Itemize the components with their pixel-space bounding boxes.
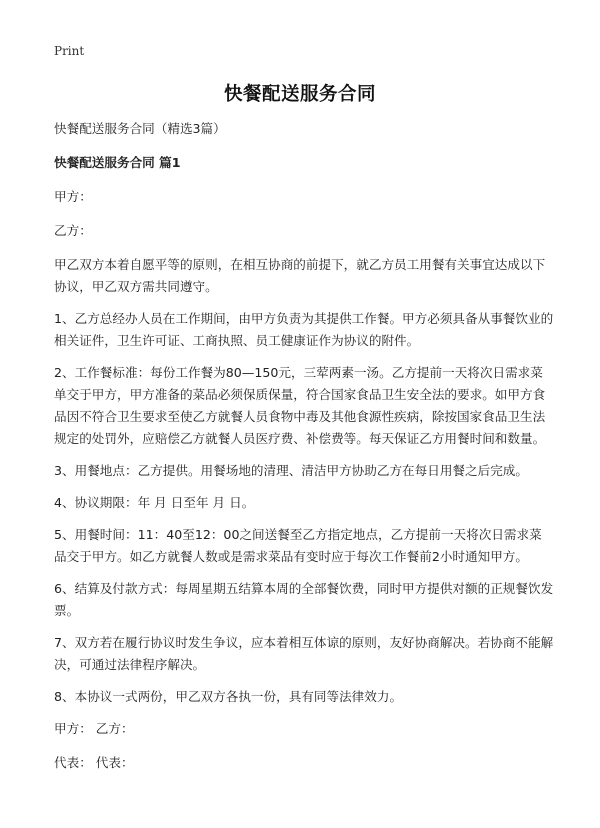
section-heading: 快餐配送服务合同 篇1 bbox=[54, 155, 181, 170]
intro-paragraph: 甲乙双方本着自愿平等的原则，在相互协商的前提下，就乙方员工用餐有关事宜达成以下协议，甲乙双方需共同遵守。 bbox=[54, 257, 546, 294]
party-b-line: 乙方： bbox=[54, 223, 92, 238]
clause-1: 1、乙方总经办人员在工作期间，由甲方负责为其提供工作餐。甲方必须具备从事餐饮业的相关证件，卫生许可证、工商执照、员工健康证作为协议的附件。 bbox=[54, 311, 554, 348]
clause-4: 4、协议期限：年 月 日至年 月 日。 bbox=[54, 495, 255, 510]
signature-reps-line: 代表： 代表： bbox=[54, 755, 134, 770]
clause-8: 8、本协议一式两份，甲乙双方各执一份，具有同等法律效力。 bbox=[54, 689, 403, 704]
clause-2: 2、工作餐标准：每份工作餐为80—150元，三荤两素一汤。乙方提前一天将次日需求菜单交于甲方，甲方准备的菜品必须保质保量，符合国家食品卫生安全法的要求。如甲方食品因不符合卫生要求至使乙方就餐人员食物中毒及其他食源性疾病，除按国家食品卫生法规定的处罚外，应赔偿乙方就餐人员医疗费、补偿费等。每天保证乙方用餐时间和数量。 bbox=[54, 365, 546, 446]
document-subtitle: 快餐配送服务合同（精选3篇） bbox=[54, 121, 226, 136]
document-body bbox=[54, 118, 554, 784]
party-a-line: 甲方： bbox=[54, 189, 92, 204]
clause-6: 6、结算及付款方式：每周星期五结算本周的全部餐饮费，同时甲方提供对额的正规餐饮发票。 bbox=[54, 581, 554, 618]
page-title: 快餐配送服务合同 bbox=[223, 84, 376, 105]
signature-parties-line: 甲方： 乙方： bbox=[54, 721, 134, 736]
clause-7: 7、双方若在履行协议时发生争议，应本着相互体谅的原则，友好协商解决。若协商不能解决，可通过法律程序解决。 bbox=[54, 635, 554, 672]
clause-3: 3、用餐地点：乙方提供。用餐场地的清理、清洁甲方协助乙方在每日用餐之后完成。 bbox=[54, 463, 528, 478]
clause-5: 5、用餐时间：11：40至12：00之间送餐至乙方指定地点，乙方提前一天将次日需求菜品交于甲方。如乙方就餐人数或是需求菜品有变时应于每次工作餐前2小时通知甲方。 bbox=[54, 527, 542, 564]
print-label[interactable]: Print bbox=[54, 44, 85, 58]
